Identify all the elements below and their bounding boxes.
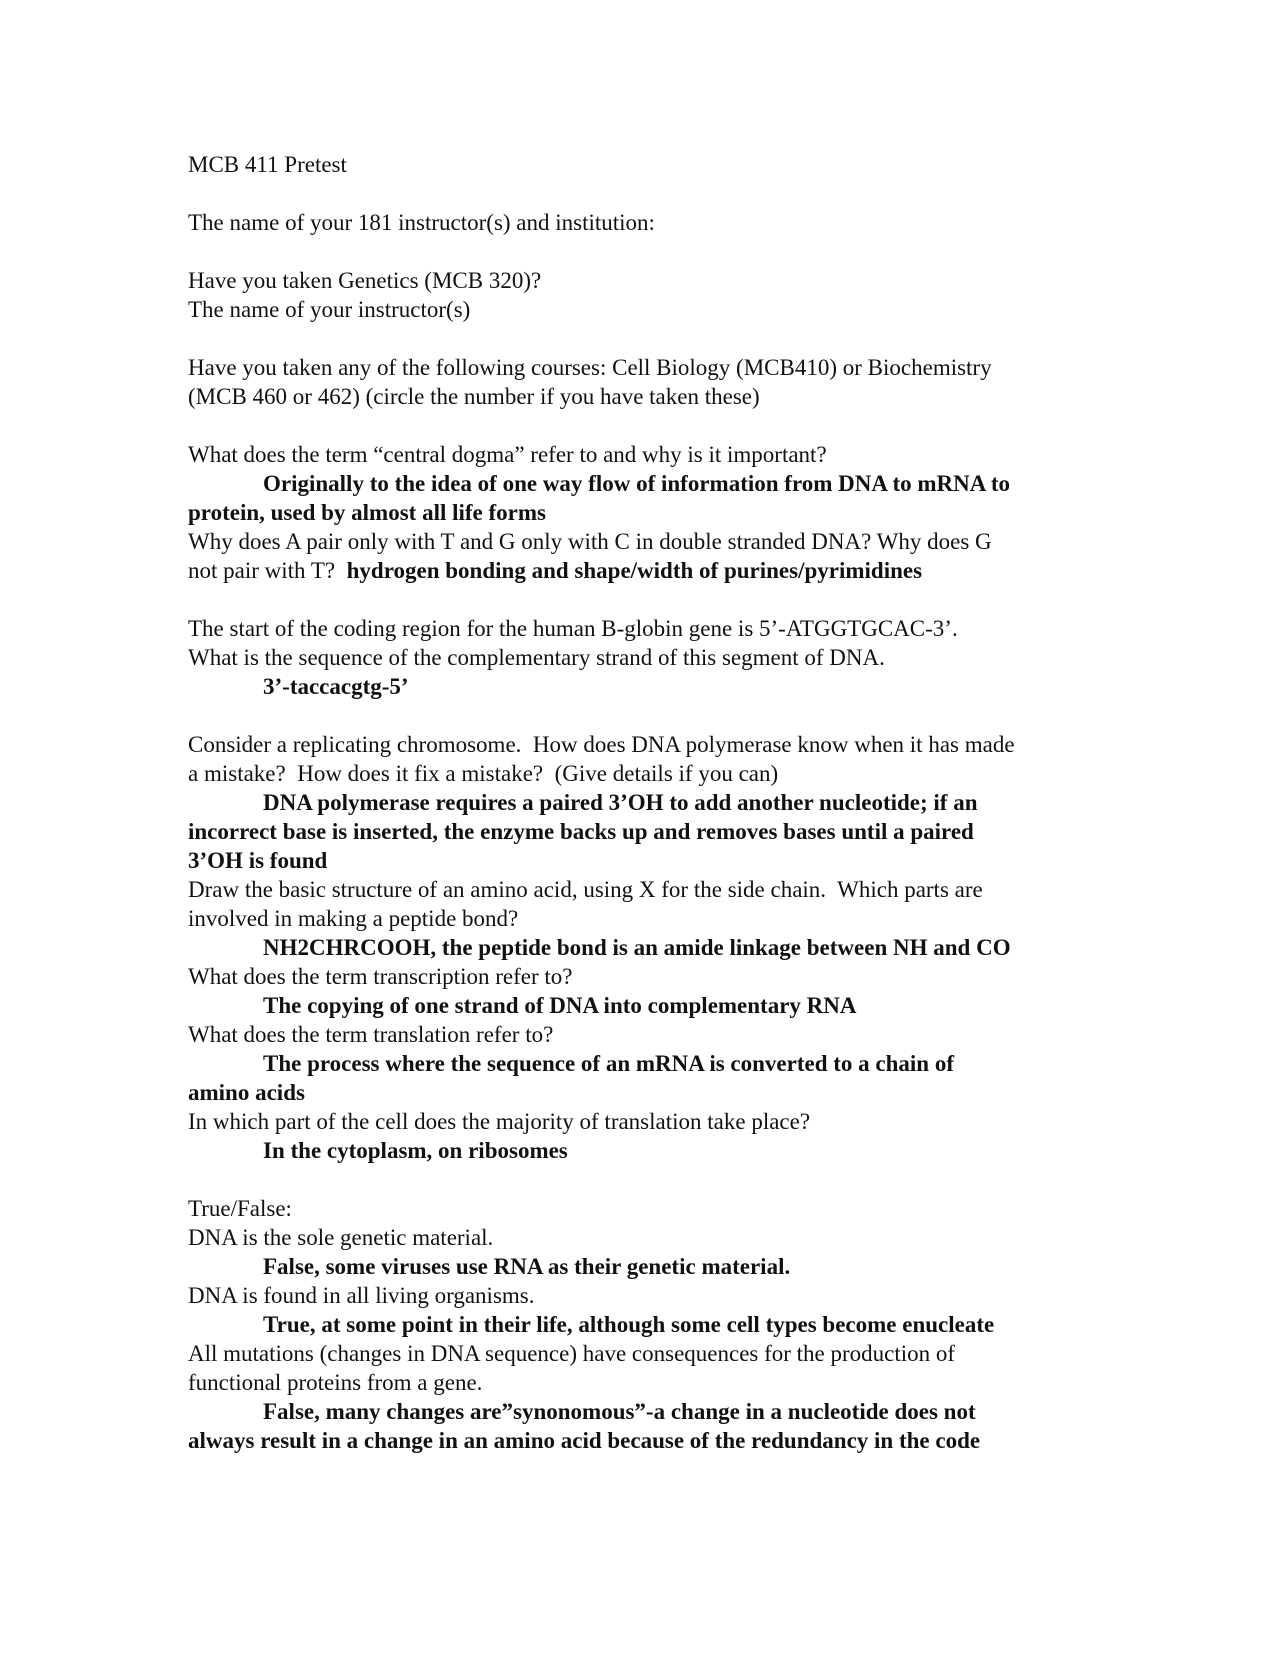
complementary-strand-answer: 3’-taccacgtg-5’ (263, 674, 409, 699)
spacer (188, 701, 1108, 730)
translation-location-answer: In the cytoplasm, on ribosomes (263, 1138, 568, 1163)
spacer (188, 324, 1108, 353)
spacer (188, 585, 1108, 614)
document-title: MCB 411 Pretest (188, 152, 347, 177)
spacer (188, 411, 1108, 440)
tf-statement-3-line-2: functional proteins from a gene. (188, 1370, 483, 1395)
amino-acid-question-line-2: involved in making a peptide bond? (188, 906, 519, 931)
central-dogma-question: What does the term “central dogma” refer to and why is it important? (188, 442, 827, 467)
spacer (188, 237, 1108, 266)
spacer (188, 1165, 1108, 1194)
translation-question: What does the term translation refer to? (188, 1022, 554, 1047)
base-pairing-question-text: not pair with T? (188, 558, 347, 583)
polymerase-answer-line-3: 3’OH is found (188, 848, 328, 873)
complementary-strand-question-line-1: The start of the coding region for the human B-globin gene is 5’-ATGGTGCAC-3’. (188, 616, 958, 641)
transcription-answer: The copying of one strand of DNA into complementary RNA (263, 993, 857, 1018)
courses-question-line-1: Have you taken any of the following courses: Cell Biology (MCB410) or Biochemistry (188, 355, 992, 380)
translation-answer-line-1: The process where the sequence of an mRNA is converted to a chain of (263, 1051, 955, 1076)
courses-question-line-2: (MCB 460 or 462) (circle the number if you have taken these) (188, 384, 760, 409)
polymerase-question-line-1: Consider a replicating chromosome. How does DNA polymerase know when it has made (188, 732, 1015, 757)
base-pairing-question-line-1: Why does A pair only with T and G only with C in double stranded DNA? Why does G (188, 529, 992, 554)
instructor-181-prompt: The name of your 181 instructor(s) and institution: (188, 210, 655, 235)
spacer (188, 179, 1108, 208)
base-pairing-question-line-2 (188, 556, 1108, 585)
tf-answer-3-line-2: always result in a change in an amino acid because of the redundancy in the code (188, 1428, 981, 1453)
transcription-question: What does the term transcription refer to? (188, 964, 573, 989)
document-page (188, 150, 1108, 1455)
genetics-instructor-prompt: The name of your instructor(s) (188, 297, 471, 322)
tf-statement-3-line-1: All mutations (changes in DNA sequence) have consequences for the production of (188, 1341, 956, 1366)
polymerase-answer-line-1: DNA polymerase requires a paired 3’OH to add another nucleotide; if an (263, 790, 978, 815)
central-dogma-answer-line-1: Originally to the idea of one way flow of information from DNA to mRNA to (263, 471, 1011, 496)
polymerase-question-line-2: a mistake? How does it fix a mistake? (Give details if you can) (188, 761, 779, 786)
complementary-strand-question-line-2: What is the sequence of the complementary strand of this segment of DNA. (188, 645, 885, 670)
amino-acid-question-line-1: Draw the basic structure of an amino acid, using X for the side chain. Which parts are (188, 877, 983, 902)
true-false-heading: True/False: (188, 1196, 292, 1221)
tf-answer-1: False, some viruses use RNA as their genetic material. (263, 1254, 791, 1279)
tf-answer-2: True, at some point in their life, although some cell types become enucleate (263, 1312, 995, 1337)
base-pairing-answer: hydrogen bonding and shape/width of purines/pyrimidines (346, 558, 923, 583)
tf-statement-1: DNA is the sole genetic material. (188, 1225, 494, 1250)
tf-statement-2: DNA is found in all living organisms. (188, 1283, 535, 1308)
translation-location-question: In which part of the cell does the majority of translation take place? (188, 1109, 811, 1134)
central-dogma-answer-line-2: protein, used by almost all life forms (188, 500, 546, 525)
polymerase-answer-line-2: incorrect base is inserted, the enzyme backs up and removes bases until a paired (188, 819, 974, 844)
translation-answer-line-2: amino acids (188, 1080, 305, 1105)
tf-answer-3-line-1: False, many changes are”synonomous”-a change in a nucleotide does not (263, 1399, 976, 1424)
genetics-question: Have you taken Genetics (MCB 320)? (188, 268, 542, 293)
amino-acid-answer: NH2CHRCOOH, the peptide bond is an amide linkage between NH and CO (263, 935, 1011, 960)
